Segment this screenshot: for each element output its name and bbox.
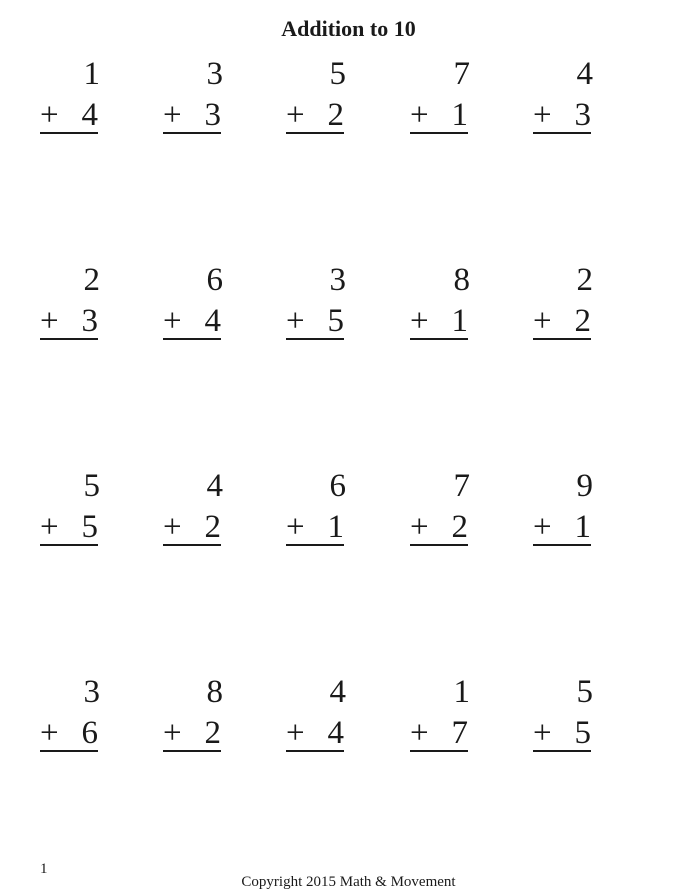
plus-sign: + — [410, 509, 429, 545]
addition-problem — [163, 675, 223, 755]
first-addend: 7 — [453, 468, 470, 504]
plus-sign: + — [410, 303, 429, 339]
addition-problem — [163, 263, 223, 343]
second-addend: 1 — [327, 509, 344, 545]
second-addend-line — [410, 716, 468, 752]
first-addend: 5 — [576, 674, 593, 710]
second-addend: 3 — [81, 303, 98, 339]
addition-problem — [40, 675, 100, 755]
addition-problem — [533, 675, 593, 755]
second-addend: 1 — [574, 509, 591, 545]
addition-problem — [286, 57, 346, 137]
second-addend-line — [163, 98, 221, 134]
addition-problem — [533, 469, 593, 549]
second-addend: 1 — [451, 97, 468, 133]
second-addend: 5 — [574, 715, 591, 751]
second-addend: 3 — [204, 97, 221, 133]
second-addend: 1 — [451, 303, 468, 339]
second-addend-line — [533, 98, 591, 134]
second-addend: 2 — [204, 715, 221, 751]
first-addend: 8 — [206, 674, 223, 710]
plus-sign: + — [533, 715, 552, 751]
plus-sign: + — [40, 303, 59, 339]
first-addend: 4 — [206, 468, 223, 504]
first-addend: 5 — [329, 56, 346, 92]
plus-sign: + — [163, 303, 182, 339]
second-addend-line — [533, 716, 591, 752]
second-addend: 2 — [327, 97, 344, 133]
second-addend: 4 — [81, 97, 98, 133]
plus-sign: + — [40, 509, 59, 545]
addition-problem — [286, 263, 346, 343]
plus-sign: + — [533, 97, 552, 133]
plus-sign: + — [163, 97, 182, 133]
first-addend: 5 — [83, 468, 100, 504]
second-addend-line — [163, 716, 221, 752]
second-addend-line — [163, 510, 221, 546]
second-addend: 2 — [204, 509, 221, 545]
page-number: 1 — [40, 861, 48, 877]
second-addend-line — [533, 304, 591, 340]
second-addend-line — [286, 304, 344, 340]
first-addend: 2 — [576, 262, 593, 298]
plus-sign: + — [286, 509, 305, 545]
addition-problem — [40, 263, 100, 343]
second-addend: 5 — [81, 509, 98, 545]
plus-sign: + — [40, 97, 59, 133]
second-addend: 4 — [204, 303, 221, 339]
plus-sign: + — [40, 715, 59, 751]
addition-problem — [163, 469, 223, 549]
second-addend-line — [533, 510, 591, 546]
addition-problem — [286, 675, 346, 755]
addition-problem — [410, 675, 470, 755]
first-addend: 4 — [329, 674, 346, 710]
first-addend: 1 — [453, 674, 470, 710]
addition-problem — [410, 57, 470, 137]
worksheet-title: Addition to 10 — [281, 16, 416, 41]
second-addend-line — [40, 510, 98, 546]
plus-sign: + — [163, 715, 182, 751]
first-addend: 3 — [206, 56, 223, 92]
second-addend: 4 — [327, 715, 344, 751]
addition-problem — [163, 57, 223, 137]
second-addend-line — [40, 304, 98, 340]
second-addend: 6 — [81, 715, 98, 751]
addition-problem — [533, 263, 593, 343]
addition-problem — [40, 57, 100, 137]
first-addend: 2 — [83, 262, 100, 298]
first-addend: 4 — [576, 56, 593, 92]
first-addend: 1 — [83, 56, 100, 92]
plus-sign: + — [410, 715, 429, 751]
second-addend: 7 — [451, 715, 468, 751]
second-addend: 2 — [574, 303, 591, 339]
second-addend-line — [410, 510, 468, 546]
second-addend-line — [286, 98, 344, 134]
first-addend: 3 — [83, 674, 100, 710]
plus-sign: + — [286, 303, 305, 339]
plus-sign: + — [410, 97, 429, 133]
second-addend: 5 — [327, 303, 344, 339]
addition-problem — [286, 469, 346, 549]
second-addend-line — [286, 716, 344, 752]
addition-problem — [533, 57, 593, 137]
second-addend-line — [286, 510, 344, 546]
second-addend-line — [163, 304, 221, 340]
plus-sign: + — [533, 509, 552, 545]
plus-sign: + — [533, 303, 552, 339]
second-addend-line — [410, 98, 468, 134]
second-addend-line — [40, 98, 98, 134]
plus-sign: + — [286, 715, 305, 751]
addition-problem — [410, 263, 470, 343]
addition-problem — [40, 469, 100, 549]
copyright-notice: Copyright 2015 Math & Movement — [241, 874, 456, 890]
second-addend: 3 — [574, 97, 591, 133]
first-addend: 7 — [453, 56, 470, 92]
first-addend: 9 — [576, 468, 593, 504]
second-addend: 2 — [451, 509, 468, 545]
second-addend-line — [40, 716, 98, 752]
plus-sign: + — [163, 509, 182, 545]
first-addend: 8 — [453, 262, 470, 298]
first-addend: 6 — [329, 468, 346, 504]
first-addend: 3 — [329, 262, 346, 298]
second-addend-line — [410, 304, 468, 340]
plus-sign: + — [286, 97, 305, 133]
addition-problem — [410, 469, 470, 549]
first-addend: 6 — [206, 262, 223, 298]
